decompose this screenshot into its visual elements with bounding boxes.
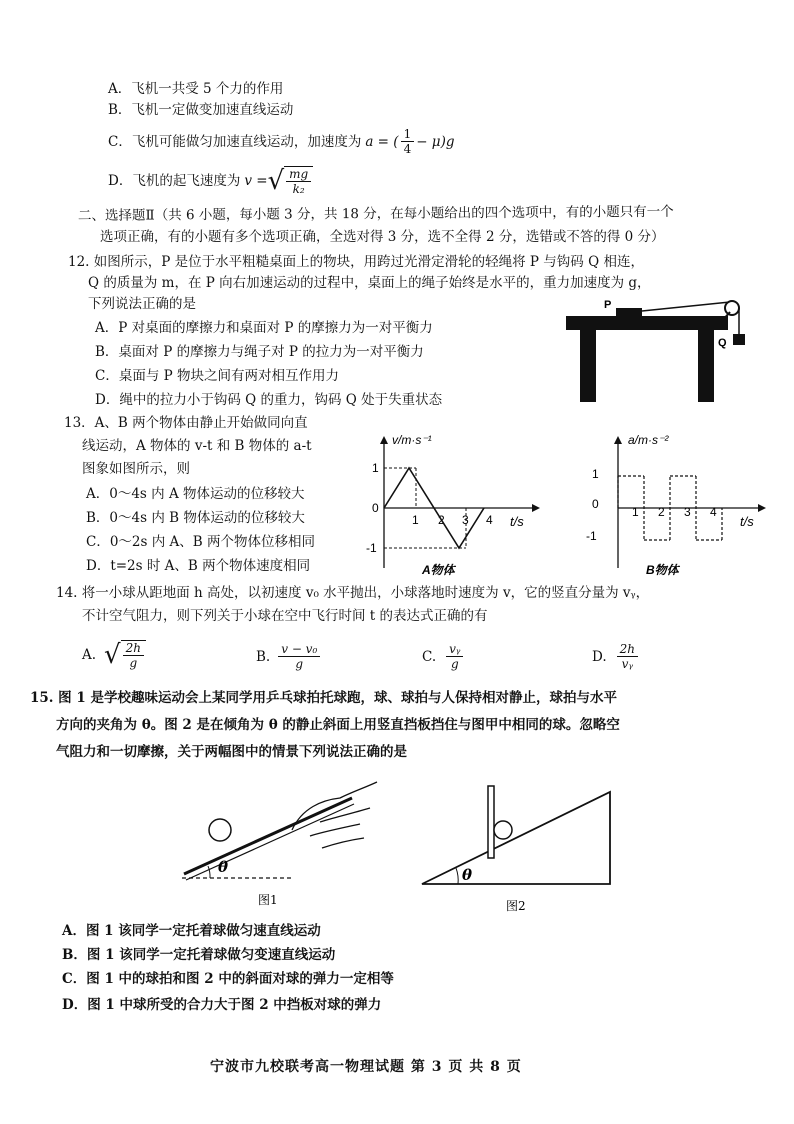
q11-d-frac-den: k₂	[292, 182, 305, 196]
q14-d-num: 2h	[617, 642, 638, 657]
weight-q	[733, 334, 745, 345]
q14-b-num: v − v₀	[278, 642, 320, 657]
q14-c-num: vᵧ	[446, 642, 463, 657]
q11-option-b: B．飞机一定做变加速直线运动	[108, 102, 294, 118]
q15-figure-2	[418, 784, 618, 914]
q13-stem-line3: 图象如图所示，则	[82, 461, 190, 477]
q11-c-formula-rhs: − μ)g	[416, 133, 455, 150]
pulley-icon	[725, 301, 739, 315]
q14-option-c	[422, 642, 465, 671]
hand-icon	[292, 782, 377, 848]
q14-c-den: g	[450, 657, 459, 671]
table-leg-right	[698, 326, 714, 402]
rope-horizontal	[642, 302, 730, 311]
x-axis-arrow-icon	[532, 504, 540, 512]
ball	[209, 819, 231, 841]
q15-stem-line1: 15. 图 1 是学校趣味运动会上某同学用乒乓球拍托球跑，球、球拍与人保持相对静止，球拍与水平	[30, 690, 617, 706]
theta-label: θ	[462, 866, 473, 884]
q14-option-a-label: A.	[82, 647, 97, 663]
section2-header-line1: 二、选择题Ⅱ（共 6 小题，每小题 3 分，共 18 分，在每小题给出的四个选项中，有的小题只有一个	[77, 203, 674, 224]
graph-a-ytick-0: 0	[372, 501, 379, 515]
y-axis-arrow-icon	[614, 436, 622, 444]
q14-a-den: g	[129, 656, 138, 670]
q15-option-c: C．图 1 中的球拍和图 2 中的斜面对球的弹力一定相等	[62, 971, 394, 987]
q12-stem-line3: 下列说法正确的是	[88, 296, 196, 312]
q14-option-d	[592, 642, 640, 671]
q11-option-c-text: C．飞机可能做匀加速直线运动，加速度为	[108, 133, 362, 150]
q12-stem-line2: Q 的质量为 m，在 P 向右加速运动的过程中，桌面上的绳子始终是水平的，重力加速度为 g，	[88, 275, 651, 291]
fig2-caption: 图2	[506, 899, 526, 913]
graph-a-xtick-1: 1	[412, 513, 419, 527]
incline	[422, 792, 610, 884]
q11-option-c	[108, 127, 455, 156]
q14-stem-line1: 14. 将一小球从距地面 h 高处，以初速度 v₀ 水平抛出，小球落地时速度为 v，它的竖直分量为 vᵧ，	[56, 585, 650, 601]
graph-b-xtick-1: 1	[632, 505, 639, 519]
graph-a-xtick-2: 2	[438, 513, 445, 527]
q15-stem-line2: 方向的夹角为 θ。图 2 是在倾角为 θ 的静止斜面上用竖直挡板挡住与图甲中相同的球。忽略空	[56, 717, 620, 733]
q13-option-b: B．0～4s 内 B 物体运动的位移较大	[86, 510, 305, 526]
q11-c-formula-lhs: a = (	[365, 133, 399, 150]
q12-option-c: C．桌面与 P 物块之间有两对相互作用力	[95, 368, 339, 384]
q13-stem-line2: 线运动，A 物体的 v-t 和 B 物体的 a-t	[82, 438, 312, 454]
graph-a-ytick-neg1: -1	[366, 541, 377, 555]
graph-b-xlabel: t/s	[740, 514, 754, 529]
q12-stem-line1: 12. 如图所示，P 是位于水平粗糙桌面上的物块，用跨过光滑定滑轮的轻绳将 P 与钩码 Q 相连，	[68, 254, 644, 270]
paddle	[184, 798, 352, 874]
graph-b-xtick-4: 4	[710, 505, 717, 519]
graph-a-ylabel: v/m·s⁻¹	[392, 433, 432, 447]
q13-option-a: A．0～4s 内 A 物体运动的位移较大	[86, 486, 305, 502]
q11-d-formula-lhs: v =	[244, 173, 268, 189]
angle-arc	[208, 866, 210, 878]
q14-a-fraction	[123, 641, 144, 670]
q11-d-sqrt	[268, 166, 314, 196]
q11-d-frac-num: mg	[286, 167, 311, 182]
q12-option-d: D．绳中的拉力小于钩码 Q 的重力，钩码 Q 处于失重状态	[95, 392, 443, 408]
graph-a-caption: A物体	[422, 563, 455, 577]
baffle	[488, 786, 494, 858]
graph-b-xtick-3: 3	[684, 505, 691, 519]
graph-b	[578, 428, 778, 578]
page-footer: 宁波市九校联考高一物理试题 第 3 页 共 8 页	[210, 1059, 522, 1075]
q13-stem-line1: 13．A、B 两个物体由静止开始做同向直	[64, 415, 308, 431]
q14-option-c-label: C.	[422, 648, 437, 665]
graph-a	[362, 428, 542, 578]
graph-a-xlabel: t/s	[510, 514, 524, 529]
q14-b-fraction	[278, 642, 320, 671]
q14-option-b	[256, 642, 322, 671]
q15-option-a: A．图 1 该同学一定托着球做匀速直线运动	[62, 923, 321, 939]
q12-figure	[558, 292, 758, 404]
q11-c-fraction	[401, 127, 415, 156]
q14-d-den: vᵧ	[621, 657, 633, 671]
x-axis-arrow-icon	[758, 504, 766, 512]
graph-a-xtick-3: 3	[462, 513, 469, 527]
graph-b-ytick-1: 1	[592, 467, 599, 481]
q14-stem-line2: 不计空气阻力，则下列关于小球在空中飞行时间 t 的表达式正确的有	[82, 608, 488, 624]
ball	[494, 821, 512, 839]
fig1-caption: 图1	[258, 893, 278, 907]
q15-figure-1	[172, 778, 382, 908]
graph-a-ytick-1: 1	[372, 461, 379, 475]
theta-label: θ	[218, 858, 229, 876]
q13-option-d: D．t=2s 时 A、B 两个物体速度相同	[86, 558, 311, 574]
graph-b-caption: B物体	[646, 563, 679, 577]
label-p: P	[604, 299, 612, 311]
graph-b-xtick-2: 2	[658, 505, 665, 519]
block-p	[616, 308, 642, 318]
q14-option-b-label: B.	[256, 648, 271, 665]
q12-option-b: B．桌面对 P 的摩擦力与绳子对 P 的拉力为一对平衡力	[95, 344, 424, 360]
q15-option-b: B．图 1 该同学一定托着球做匀变速直线运动	[62, 947, 336, 963]
q15-stem-line3: 气阻力和一切摩擦，关于两幅图中的情景下列说法正确的是	[56, 744, 407, 760]
q14-option-a	[82, 640, 146, 670]
section2-header-line2: 选项正确，有的小题有多个选项正确，全选对得 3 分，选不全得 2 分，选错或不答的得 0 分）	[100, 229, 665, 245]
y-axis-arrow-icon	[380, 436, 388, 444]
q11-option-d	[108, 166, 313, 196]
q14-c-fraction	[446, 642, 463, 671]
q11-c-frac-den: 4	[403, 142, 412, 156]
q11-option-d-text: D．飞机的起飞速度为	[108, 173, 241, 189]
sqrt-icon: √	[267, 166, 285, 196]
q11-c-frac-num: 1	[401, 127, 415, 142]
graph-b-ytick-neg1: -1	[586, 529, 597, 543]
q12-option-a: A．P 对桌面的摩擦力和桌面对 P 的摩擦力为一对平衡力	[95, 320, 433, 336]
graph-a-xtick-4: 4	[486, 513, 493, 527]
q14-b-den: g	[295, 657, 304, 671]
q14-a-num: 2h	[123, 641, 144, 656]
q14-a-sqrt	[104, 640, 146, 670]
q11-option-a: A．飞机一共受 5 个力的作用	[108, 81, 284, 97]
sqrt-icon: √	[104, 640, 121, 670]
q13-option-c: C．0～2s 内 A、B 两个物体位移相同	[86, 534, 315, 550]
q11-d-fraction	[286, 167, 311, 196]
graph-b-ylabel: a/m·s⁻²	[628, 433, 669, 447]
table-leg-left	[580, 326, 596, 402]
q14-option-d-label: D.	[592, 648, 607, 665]
q15-option-d: D．图 1 中球所受的合力大于图 2 中挡板对球的弹力	[62, 997, 382, 1013]
graph-b-ytick-0: 0	[592, 497, 599, 511]
q14-d-fraction	[617, 642, 638, 671]
paddle-edge	[186, 804, 354, 880]
label-q: Q	[718, 337, 727, 349]
